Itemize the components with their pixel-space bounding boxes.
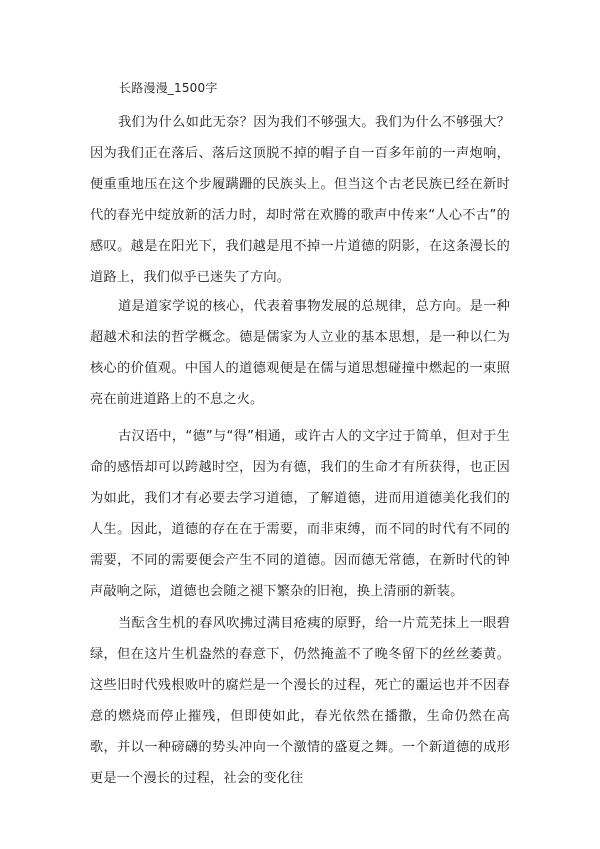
paragraph-3: 古汉语中，“德”与“得”相通，或许古人的文字过于简单，但对于生命的感悟却可以跨越时空，因为有德，我们的生命才有所获得，也正因为如此，我们才有必要去学习道德，了解道德，进而用道德美化我们的人生。因此，道德的存在在于需要，而非束缚，而不同的时代有不同的需要，不同的需要便会产生不同的道德。因而德无常德，在新时代的钟声敲响之际，道德也会随之褪下繁杂的旧袍，换上清丽的新装。 [90, 429, 510, 599]
paragraph-4: 当酝含生机的春风吹拂过满目疮痍的原野，给一片荒芜抹上一眼碧绿，但在这片生机盎然的春意下，仍然掩盖不了晚冬留下的丝丝萎黄。这些旧时代残根败叶的腐烂是一个漫长的过程，死亡的噩运也并不因春意的燃烧而停止摧残，但即使如此，春光依然在播撒，生命仍然在高歌，并以一种磅礴的势头冲向一个激情的盛夏之舞。一个新道德的成形更是一个漫长的过程，社会的变化往 [90, 616, 510, 786]
paragraph-2: 道是道家学说的核心，代表着事物发展的总规律，总方向。是一种超越术和法的哲学概念。德是儒家为人立业的基本思想，是一种以仁为核心的价值观。中国人的道德观便是在儒与道思想碰撞中燃起的一束照亮在前进道路上的不息之火。 [90, 299, 510, 407]
document-title: 长路漫漫_1500字 [119, 81, 218, 95]
paragraph-1: 我们为什么如此无奈？因为我们不够强大。我们为什么不够强大？因为我们正在落后、落后这顶脱不掉的帽子自一百多年前的一声炮响，便重重地压在这个步履蹒跚的民族头上。但当这个古老民族已经在新时代的春光中绽放新的活力时，却时常在欢腾的歌声中传来“人心不古”的感叹。越是在阳光下，我们越是甩不掉一片道德的阴影，在这条漫长的道路上，我们似乎已迷失了方向。 [90, 115, 510, 285]
